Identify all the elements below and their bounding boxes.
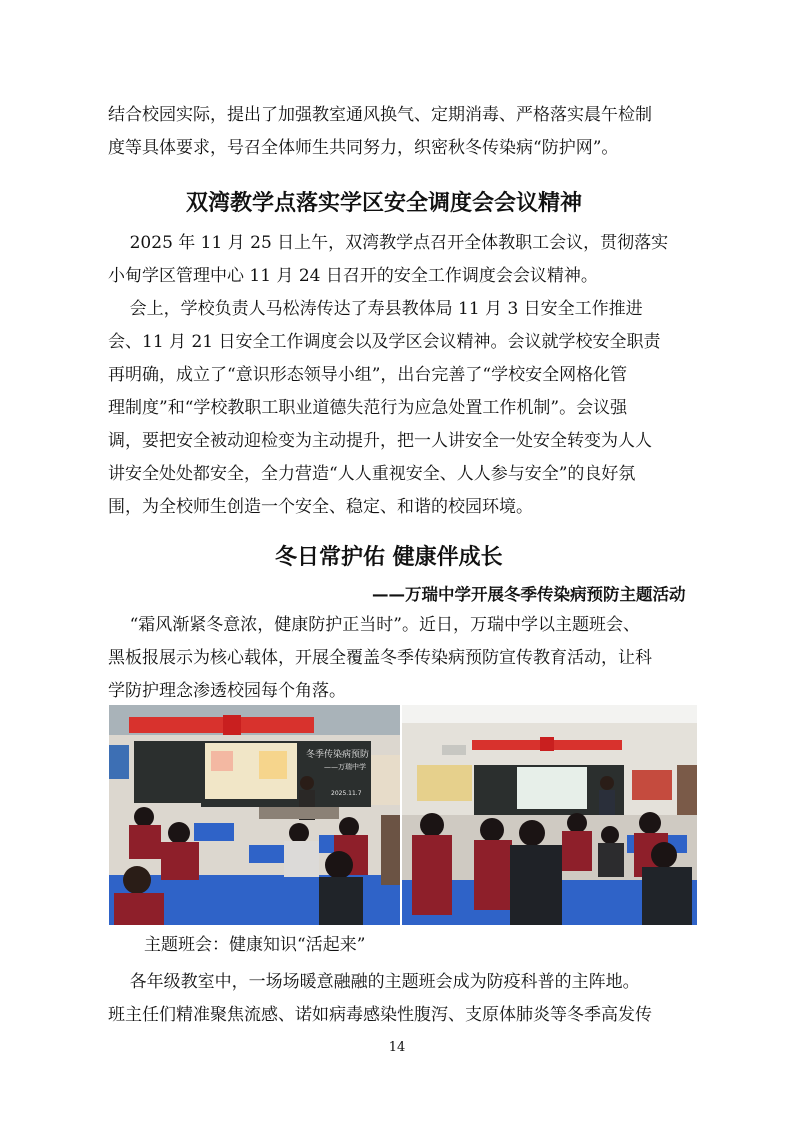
blackboard-subheading: ——万瑞中学 (324, 763, 366, 771)
section1-p1-line: 小甸学区管理中心 11 月 24 日召开的安全工作调度会会议精神。 (108, 266, 598, 286)
intro-line: 度等具体要求，号召全体师生共同努力，织密秋冬传染病“防护网”。 (108, 138, 619, 158)
section1-p2-line: 再明确，成立了“意识形态领导小组”，出台完善了“学校安全网格化管 (108, 365, 628, 385)
section1-p2-line: 会上，学校负责人马松涛传达了寿县教体局 11 月 3 日安全工作推进 (108, 299, 643, 319)
section1-paragraph-2 (108, 293, 698, 524)
section2-title: 冬日常护佑 健康伴成长 (275, 545, 503, 570)
section2-paragraph-1 (108, 609, 698, 708)
section1-p2-line: 理制度”和“学校教职工职业道德失范行为应急处置工作机制”。会议强 (108, 398, 628, 418)
section2-subtitle: ——万瑞中学开展冬季传染病预防主题活动 (372, 585, 686, 604)
section1-p1-line: 2025 年 11 月 25 日上午，双湾教学点召开全体教职工会议，贯彻落实 (108, 233, 669, 253)
section2-p1-line: 学防护理念渗透校园每个角落。 (108, 681, 346, 701)
photo-caption: 主题班会：健康知识“活起来” (144, 935, 366, 955)
section1-paragraph-1 (108, 227, 698, 293)
section1-title: 双湾教学点落实学区安全调度会会议精神 (186, 191, 583, 216)
blackboard-heading: 冬季传染病预防 (306, 750, 370, 760)
section1-p2-line: 调，要把安全被动迎检变为主动提升，把一人讲安全一处安全转变为人人 (108, 431, 652, 451)
classroom-photo-right (402, 705, 697, 925)
intro-paragraph (108, 99, 698, 165)
section2-p2-line: 各年级教室中，一场场暖意融融的主题班会成为防疫科普的主阵地。 (108, 972, 640, 992)
blackboard-date: 2025.11.7 (331, 790, 362, 797)
section2-p1-line: 黑板报展示为核心载体，开展全覆盖冬季传染病预防宣传教育活动，让科 (108, 648, 652, 668)
section2-p2-line: 班主任们精准聚焦流感、诺如病毒感染性腹泻、支原体肺炎等冬季高发传 (108, 1005, 652, 1025)
classroom-photo-left (109, 705, 400, 925)
section1-p2-line: 讲安全处处都安全，全力营造“人人重视安全、人人参与安全”的良好氛 (108, 464, 636, 484)
section1-p2-line: 会、11 月 21 日安全工作调度会以及学区会议精神。会议就学校安全职责 (108, 332, 661, 352)
section2-p1-line: “霜风渐紧冬意浓，健康防护正当时”。近日，万瑞中学以主题班会、 (108, 615, 640, 635)
section2-paragraph-2 (108, 966, 698, 1032)
intro-line: 结合校园实际，提出了加强教室通风换气、定期消毒、严格落实晨午检制 (108, 105, 652, 125)
page-number: 14 (388, 1040, 406, 1055)
section1-p2-line: 围，为全校师生创造一个安全、稳定、和谐的校园环境。 (108, 497, 533, 517)
